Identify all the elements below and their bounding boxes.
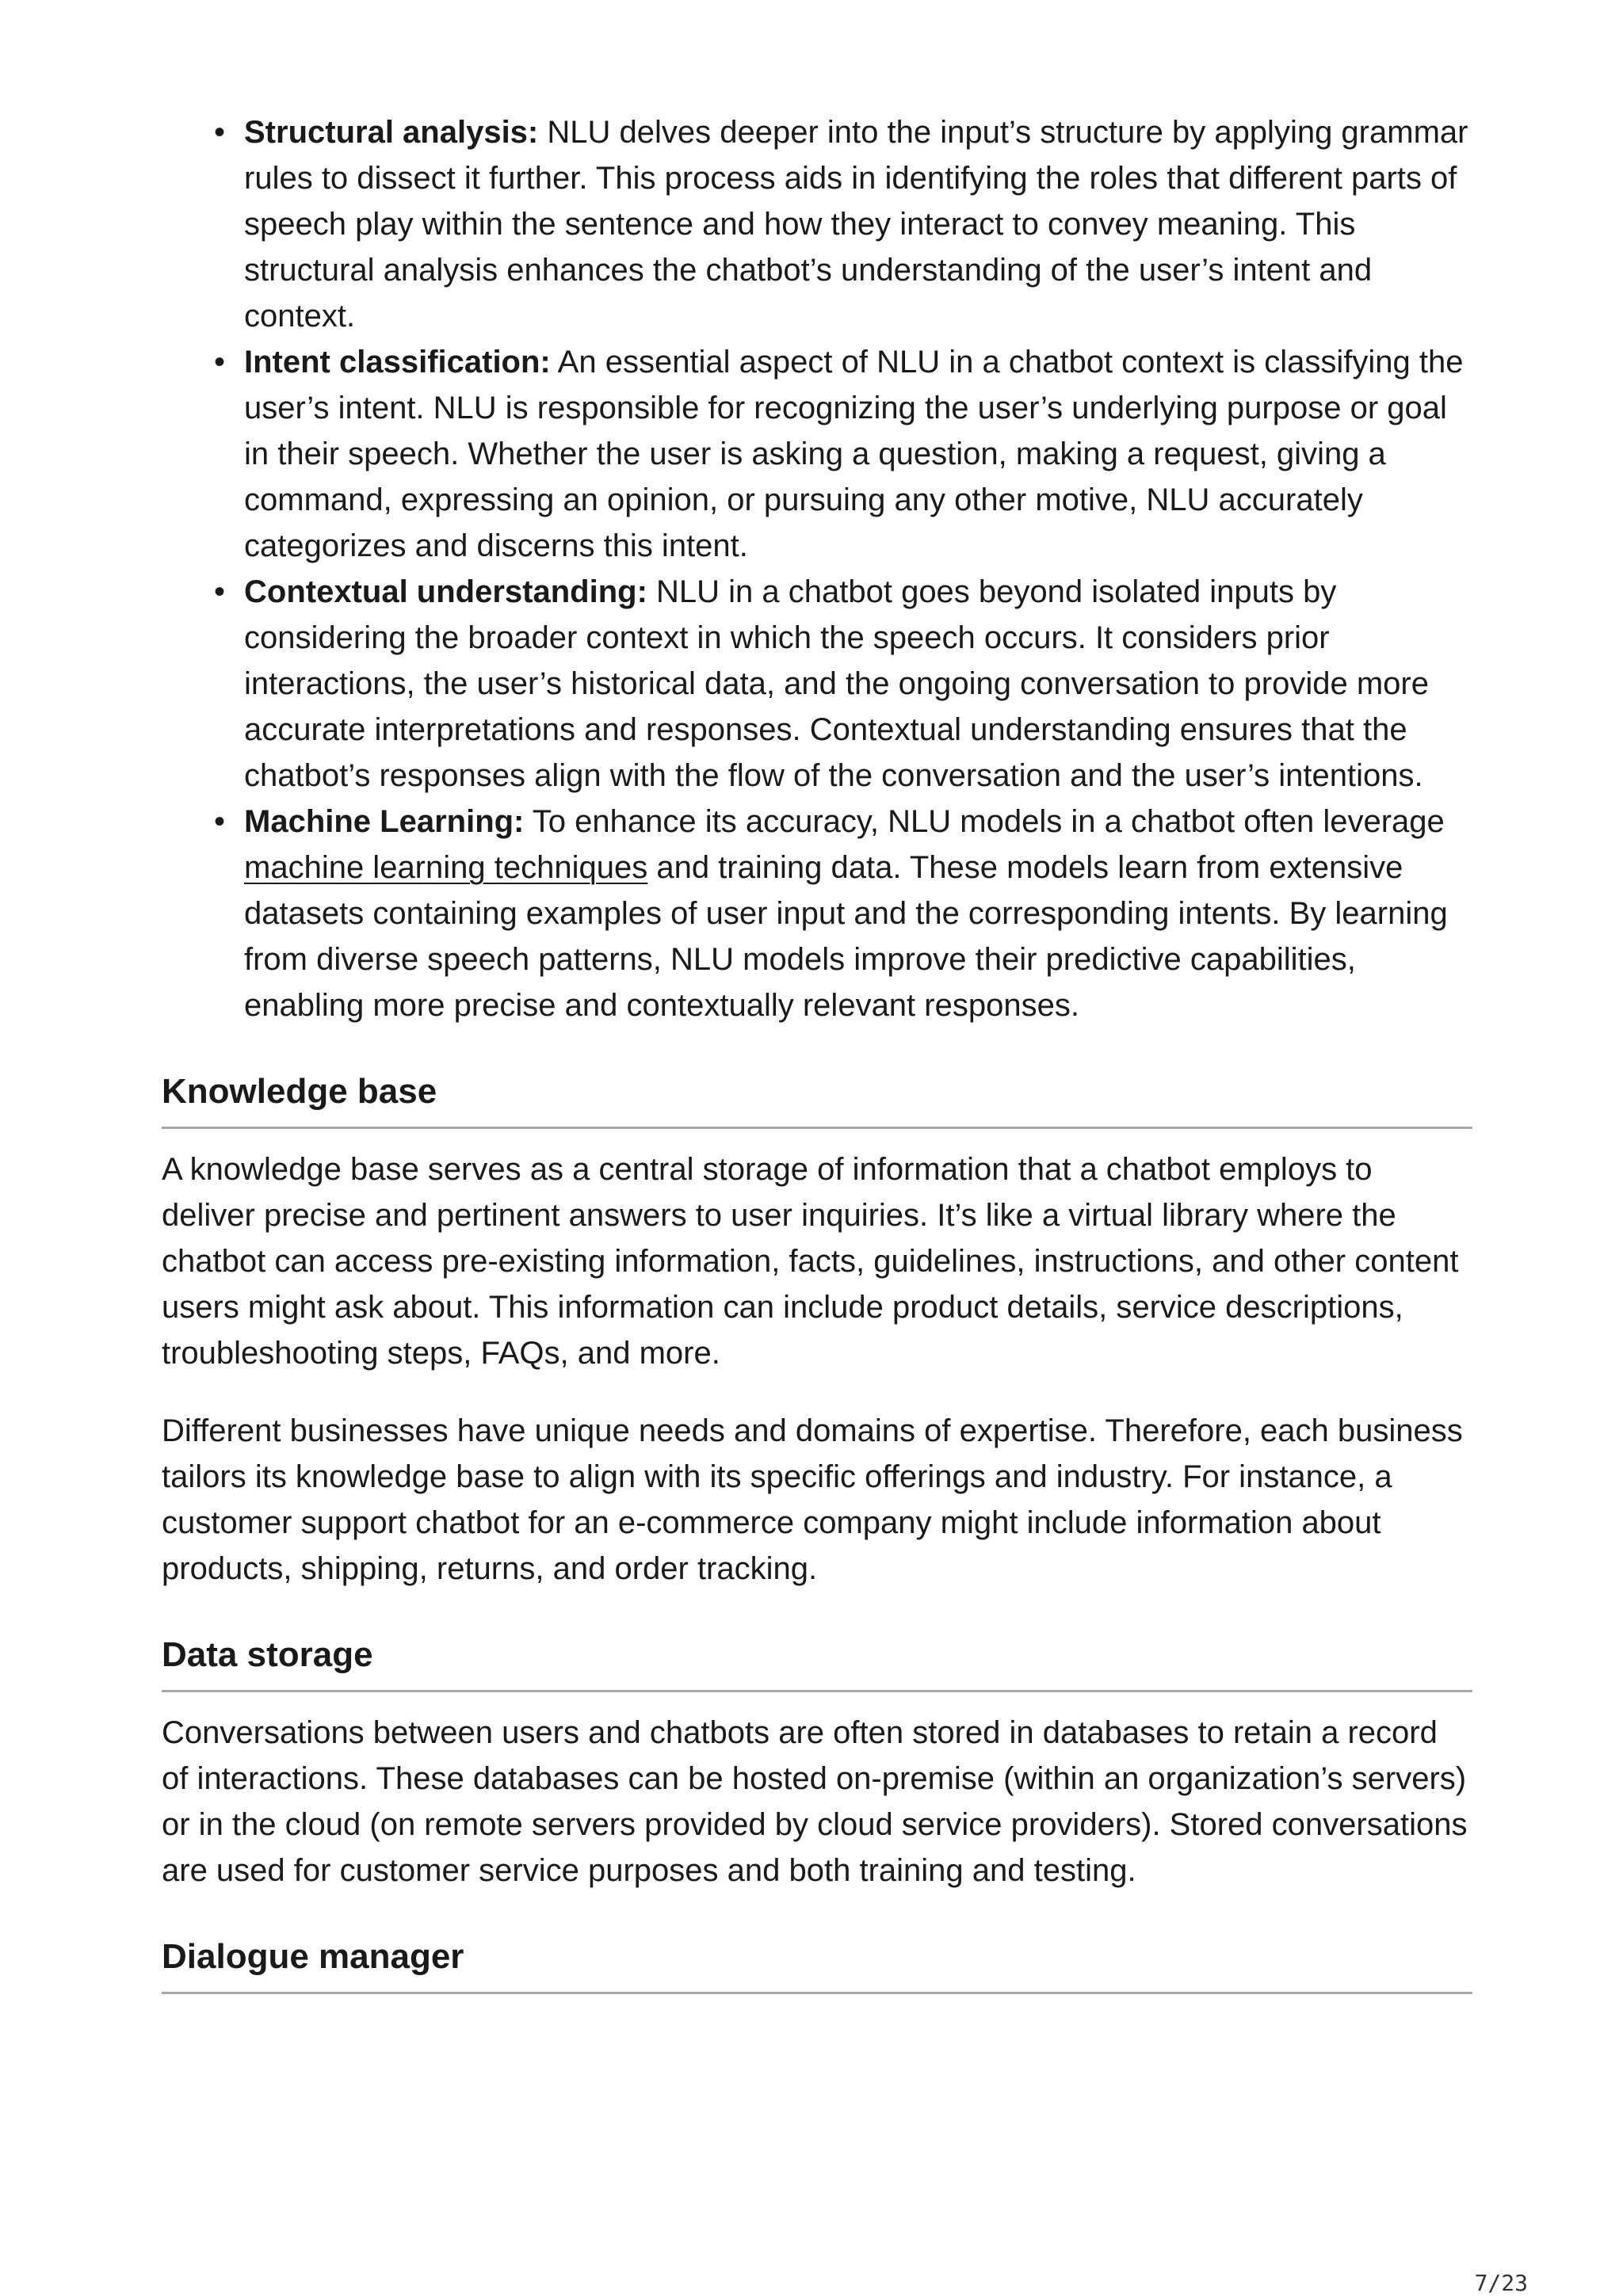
dialogue-manager-heading: Dialogue manager	[162, 1935, 1472, 1994]
page-number: 7/23	[1474, 2270, 1528, 2296]
list-item-text: To enhance its accuracy, NLU models in a chatbot often leverage	[524, 804, 1445, 839]
list-item-term: Structural analysis:	[244, 115, 539, 150]
bullet-icon: •	[214, 804, 226, 839]
data-storage-heading: Data storage	[162, 1633, 1472, 1692]
list-item-text: An essential aspect of NLU in a chatbot context is classifying the user’s intent. NLU is responsible for recognizing the user’s underlying purpose or goal in their speech. Whether the user is asking a question, making a request, giving a command, expressing an opinion, or pursuing any other motive, NLU accurately categorizes and discerns this intent.	[244, 345, 1464, 563]
list-item-text: and training data. These models learn from extensive datasets containing examples of user input and the corresponding intents. By learning from diverse speech patterns, NLU models improve their predictive capabilities, enabling more precise and contextually relevant responses.	[244, 850, 1448, 1023]
bullet-icon: •	[214, 345, 226, 379]
list-item	[214, 569, 1472, 799]
list-item-term: Machine Learning:	[244, 804, 525, 839]
list-item	[214, 109, 1472, 339]
list-item-text: NLU delves deeper into the input’s structure by applying grammar rules to dissect it further. This process aids in identifying the roles that different parts of speech play within the sentence and how they interact to convey meaning. This structural analysis enhances the chatbot’s understanding of the user’s intent and context.	[244, 115, 1468, 334]
nlu-components-list	[162, 109, 1472, 1028]
list-item	[214, 799, 1472, 1028]
list-item	[214, 339, 1472, 569]
bullet-icon: •	[214, 574, 226, 609]
data-storage-paragraph: Conversations between users and chatbots are often stored in databases to retain a record of interactions. These databases can be hosted on-premise (within an organization’s servers) or in the cloud (on remote servers provided by cloud service providers). Stored conversations are used for customer service purposes and both training and testing.	[162, 1715, 1468, 1888]
machine-learning-techniques-link[interactable]: machine learning techniques	[244, 850, 648, 885]
knowledge-base-heading: Knowledge base	[162, 1070, 1472, 1129]
list-item-term: Contextual understanding:	[244, 574, 647, 609]
bullet-icon: •	[214, 115, 226, 150]
document-page	[162, 109, 1472, 1994]
list-item-text: NLU in a chatbot goes beyond isolated inputs by considering the broader context in which the speech occurs. It considers prior interactions, the user’s historical data, and the ongoing conversation to provide more accurate interpretations and responses. Contextual understanding ensures that the chatbot’s responses align with the flow of the conversation and the user’s intentions.	[244, 574, 1429, 793]
knowledge-base-paragraph-2: Different businesses have unique needs and domains of expertise. Therefore, each business tailors its knowledge base to align with its specific offerings and industry. For instance, a customer support chatbot for an e-commerce company might include information about products, shipping, returns, and order tracking.	[162, 1413, 1463, 1586]
list-item-term: Intent classification:	[244, 345, 551, 379]
knowledge-base-paragraph-1: A knowledge base serves as a central storage of information that a chatbot employs to deliver precise and pertinent answers to user inquiries. It’s like a virtual library where the chatbot can access pre-existing information, facts, guidelines, instructions, and other content users might ask about. This information can include product details, service descriptions, troubleshooting steps, FAQs, and more.	[162, 1152, 1459, 1371]
